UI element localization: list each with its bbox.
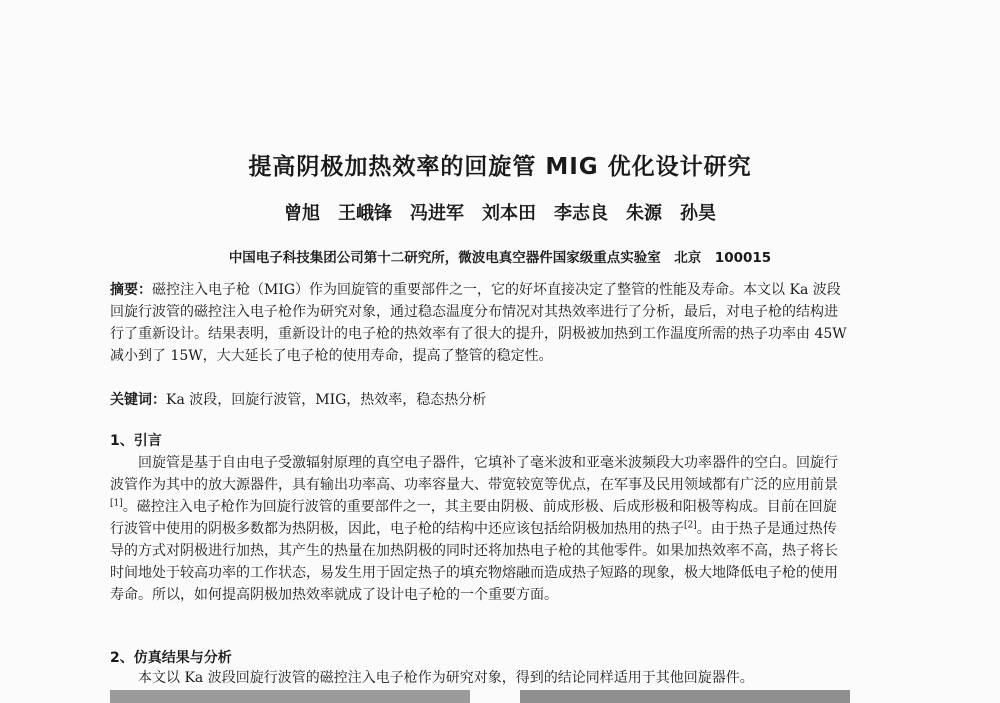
paper-title: 提高阴极加热效率的回旋管 MIG 优化设计研究	[248, 154, 752, 180]
section-heading-introduction: 1、引言	[110, 433, 162, 449]
section-body-introduction	[110, 452, 850, 606]
figure-left-image	[110, 690, 470, 703]
abstract-label: 摘要：	[110, 282, 152, 298]
intro-text-part3: 。由于热子是通过热传导的方式对阴极进行加热，其产生的热量在加热阴极的同时还将加热电子枪的其他零件。如果加热效率不高，热子将长时间地处于较高功率的工作状态，易发生用于固定热子的填充物熔融而造成热子短路的现象，极大地降低电子枪的使用寿命。所以，如何提高阴极加热效率就成了设计电子枪的一个重要方面。	[110, 521, 838, 603]
section-heading-simulation: 2、仿真结果与分析	[110, 650, 232, 666]
keywords	[110, 389, 850, 411]
intro-text-part1: 回旋管是基于自由电子受激辐射原理的真空电子器件，它填补了毫米波和亚毫米波频段大功率器件的空白。回旋行波管作为其中的放大源器件，具有输出功率高、功率容量大、带宽较宽等优点，在军事及民用领域都有广泛的应用前景	[110, 455, 838, 493]
citation-ref-1[interactable]: [1]	[110, 498, 123, 509]
figure-right-image	[520, 690, 850, 703]
section-body-simulation: 本文以 Ka 波段回旋行波管的磁控注入电子枪作为研究对象，得到的结论同样适用于其他回旋器件。	[138, 670, 754, 686]
author-list: 曾旭 王峨锋 冯进军 刘本田 李志良 朱源 孙昊	[284, 203, 716, 224]
abstract-text: 磁控注入电子枪（MIG）作为回旋管的重要部件之一，它的好坏直接决定了整管的性能及寿命。本文以 Ka 波段回旋行波管的磁控注入电子枪作为研究对象，通过稳态温度分布情况对其热效率进行了分析，最后，对电子枪的结构进行了重新设计。结果表明，重新设计的电子枪的热效率有了很大的提升，阴极被加热到工作温度所需的热子功率由 45W 减小到了 15W，大大延长了电子枪的使用寿命，提高了整管的稳定性。	[110, 282, 847, 364]
keywords-text: Ka 波段，回旋行波管，MIG，热效率，稳态热分析	[166, 392, 487, 408]
affiliation: 中国电子科技集团公司第十二研究所，微波电真空器件国家级重点实验室 北京 100015	[228, 250, 772, 266]
intro-text-part2: 。磁控注入电子枪作为回旋行波管的重要部件之一，其主要由阴极、前成形极、后成形极和阳极等构成。目前在回旋行波管中使用的阴极多数都为热阴极，因此，电子枪的结构中还应该包括给阴极加热用的热子	[110, 499, 837, 537]
citation-ref-2[interactable]: [2]	[684, 520, 697, 531]
abstract	[110, 279, 850, 367]
keywords-label: 关键词：	[110, 392, 166, 408]
